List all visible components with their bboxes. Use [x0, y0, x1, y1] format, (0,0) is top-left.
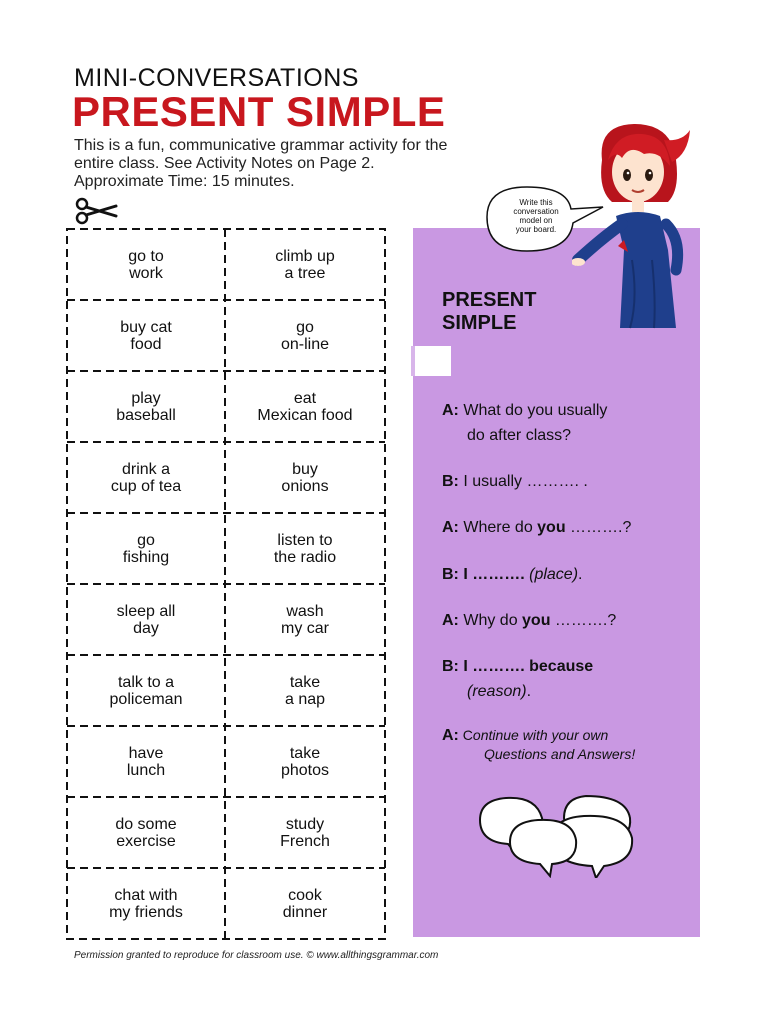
intro-text: [74, 137, 554, 191]
dialogue-line-b2: [442, 562, 582, 587]
intro-line: This is a fun, communicative grammar activity for the: [74, 137, 448, 154]
dialogue-text: C: [462, 727, 473, 743]
dialogue-line-a3: [442, 608, 616, 633]
dialogue-emphasis: because: [529, 658, 594, 675]
speaker-label: B:: [442, 473, 459, 490]
activity-card: have lunch: [126, 744, 166, 779]
activity-card: go to work: [128, 247, 164, 282]
dialogue-placeholder: [442, 679, 593, 704]
speaker-label: A:: [442, 727, 459, 744]
dialogue-text: I usually ………. .: [463, 473, 588, 490]
intro-line: entire class. See Activity Notes on Page 2.: [74, 155, 375, 172]
dialogue-text: I ……….: [463, 566, 530, 583]
dialogue-text: Why do: [463, 612, 523, 629]
dialogue-reason: (reason): [467, 683, 527, 700]
dialogue-text: do after class?: [467, 427, 572, 444]
activity-card: go on-line: [280, 318, 330, 353]
activity-card: eat Mexican food: [257, 389, 353, 424]
speaker-label: A:: [442, 612, 459, 629]
dialogue-instruction: ontinue with your own: [472, 727, 609, 743]
dialogue-text: .: [578, 566, 583, 583]
dialogue-text: Where do: [463, 519, 538, 536]
footer-permission: Permission granted to reproduce for classroom use. © www.allthingsgrammar.com: [74, 950, 439, 961]
dialogue-line-a1: [442, 398, 607, 448]
activity-card: drink a cup of tea: [110, 460, 182, 495]
activity-card: buy cat food: [120, 318, 172, 353]
dialogue-emphasis: you: [537, 519, 566, 536]
activity-card: study French: [280, 815, 330, 850]
activity-card: wash my car: [281, 602, 329, 637]
intro-line: Approximate Time: 15 minutes.: [74, 173, 295, 190]
panel-notch-edge: [411, 346, 415, 376]
dialogue-text: I ……….: [463, 658, 530, 675]
dialogue-placeholder: (place): [529, 566, 579, 583]
activity-card: buy onions: [281, 460, 329, 495]
activity-card: take photos: [280, 744, 330, 779]
dialogue-instruction: Questions and Answers!: [484, 746, 636, 762]
worksheet-subtitle: MINI-CONVERSATIONS: [74, 64, 359, 92]
dialogue-text: ……….?: [550, 612, 617, 629]
panel-title: PRESENT SIMPLE: [442, 289, 537, 334]
dialogue-line-b1: [442, 469, 588, 494]
dialogue-text: What do you usually: [463, 402, 608, 419]
activity-card: play baseball: [116, 389, 176, 424]
activity-card: chat with my friends: [109, 886, 183, 921]
activity-card: climb up a tree: [275, 247, 335, 282]
activity-card: sleep all day: [116, 602, 176, 637]
scissors-icon: [72, 196, 120, 226]
activity-card: listen to the radio: [273, 531, 337, 566]
dialogue-line-b3: [442, 654, 593, 704]
speaker-label: A:: [442, 519, 459, 536]
speaker-label: B:: [442, 658, 459, 675]
speaker-label: B:: [442, 566, 459, 583]
worksheet-title: PRESENT SIMPLE: [72, 88, 446, 135]
chat-bubbles-icon: [476, 792, 636, 878]
dialogue-line-a4: [442, 726, 635, 763]
activity-card: go fishing: [122, 531, 170, 566]
dialogue-line-a2: [442, 515, 631, 540]
activity-card: do some exercise: [115, 815, 177, 850]
cutout-card-grid: [66, 228, 386, 940]
activity-card: talk to a policeman: [109, 673, 183, 708]
dialogue-emphasis: you: [522, 612, 551, 629]
speaker-label: A:: [442, 402, 459, 419]
speech-bubble-text: Write this conversation model on your board.: [513, 198, 559, 234]
activity-card: take a nap: [284, 673, 326, 708]
dialogue-text: .: [526, 683, 532, 700]
panel-notch: [411, 346, 451, 376]
activity-card: cook dinner: [282, 886, 328, 921]
dialogue-text: ……….?: [565, 519, 632, 536]
